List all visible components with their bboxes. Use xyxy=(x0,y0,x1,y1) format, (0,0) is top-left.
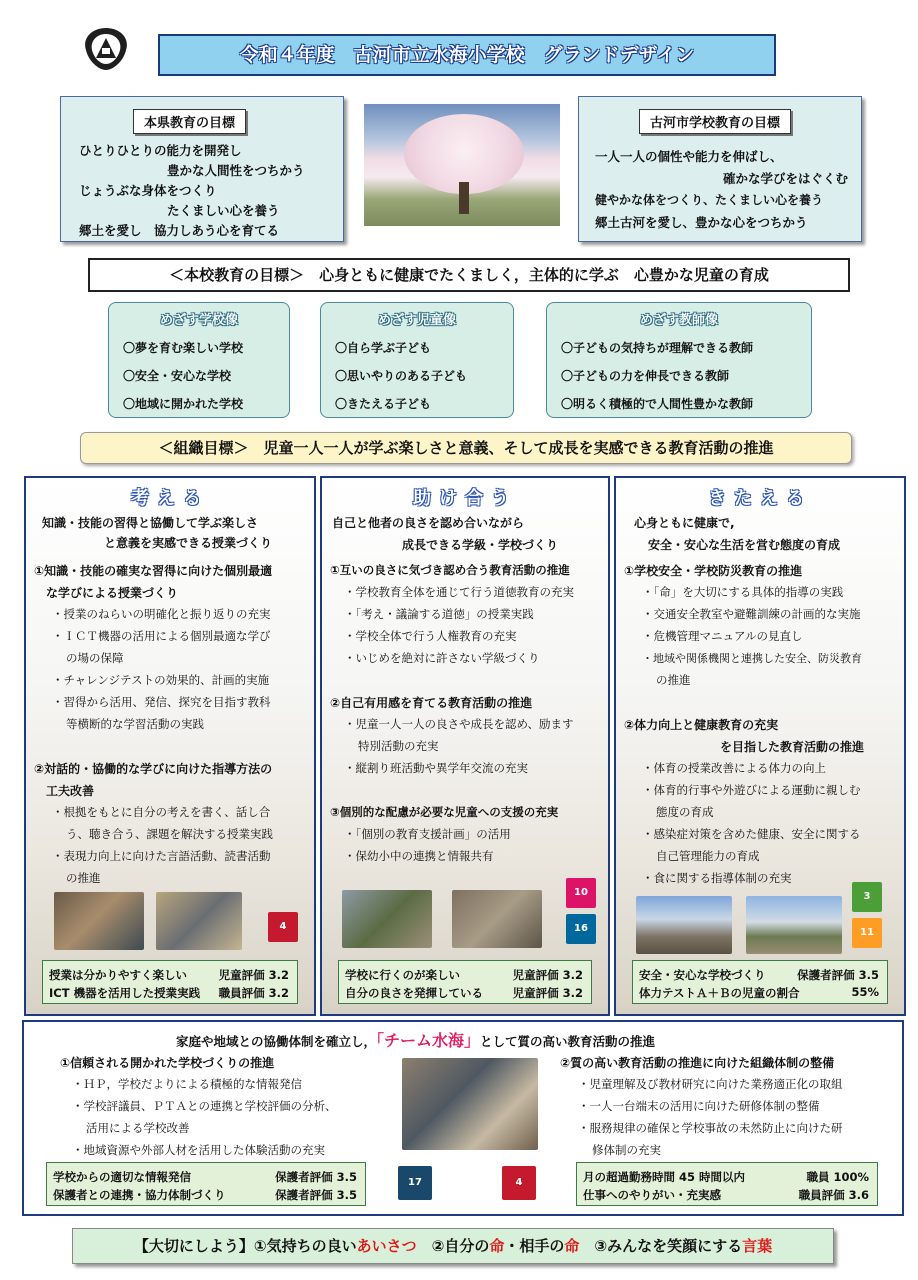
vision-box-teacher xyxy=(546,302,812,418)
sdg-10-icon: 10 xyxy=(566,878,596,908)
team-line: ・児童理解及び教材研究に向けた業務適正化の取組 xyxy=(578,1077,843,1091)
column-line: う、聴き合う、課題を解決する授業実践 xyxy=(66,827,273,841)
column-line: 等横断的な学習活動の実践 xyxy=(66,717,204,731)
team-name: 「チーム水海」 xyxy=(376,1031,481,1050)
vision-item: 〇地域に開かれた学校 xyxy=(123,397,244,411)
prefecture-goal-line: 郷土を愛し 協力しあう心を育てる xyxy=(79,223,280,238)
evaluation-row: 授業は分かりやすく楽しい 児童評価 3.2 xyxy=(49,968,289,982)
evaluation-box xyxy=(42,960,298,1004)
column-line: ・縦割り班活動や異学年交流の充実 xyxy=(344,761,528,775)
column-line: ・「考え・議論する道徳」の授業実践 xyxy=(344,607,534,621)
activity-photo xyxy=(452,890,542,948)
evaluation-row: 体力テストＡ＋Ｂの児童の割合 55% xyxy=(639,985,879,1000)
org-goal-banner: ＜組織目標＞ 児童一人一人が学ぶ楽しさと意義、そして成長を実感できる教育活動の推進 xyxy=(80,432,852,464)
vision-item: 〇きたえる子ども xyxy=(335,397,432,411)
column-heading: 助け合う xyxy=(413,488,517,509)
column-subtitle: と意義を実感できる授業づくり xyxy=(104,536,273,550)
footer-motto: 【大切にしよう】①気持ちの良いあいさつ ②自分の命・相手の命 ③みんなを笑顔にする言葉 xyxy=(72,1228,834,1264)
column-line: ・いじめを絶対に許さない学級づくり xyxy=(344,651,540,665)
city-goal-line: 確かな学びをはぐくむ xyxy=(723,171,849,186)
column-line: ②自己有用感を育てる教育活動の推進 xyxy=(330,696,533,710)
city-goal-line: 健やかな体をつくり、たくましい心を養う xyxy=(595,193,824,207)
vision-item: 〇子どもの気持ちが理解できる教師 xyxy=(561,341,754,355)
column-line: ・チャレンジテストの効果的、計画的実施 xyxy=(52,673,270,687)
sdg-17-icon: 17 xyxy=(398,1166,432,1200)
column-line: な学びによる授業づくり xyxy=(46,586,179,600)
city-goal-title: 古河市学校教育の目標 xyxy=(639,109,791,134)
city-goal-box xyxy=(578,96,862,242)
evaluation-box xyxy=(632,960,888,1004)
column-subtitle: 自己と他者の良さを認め合いながら xyxy=(332,516,525,530)
vision-box-school xyxy=(108,302,290,418)
sdg-4-icon: 4 xyxy=(502,1166,536,1200)
prefecture-goal-line: じょうぶな身体をつくり xyxy=(79,183,217,198)
column-line: ・根拠をもとに自分の考えを書く、話し合 xyxy=(52,805,271,819)
column-line: ・交通安全教室や避難訓練の計画的な実施 xyxy=(642,607,861,621)
column-line: を目指した教育活動の推進 xyxy=(720,740,865,754)
evaluation-box xyxy=(46,1162,366,1206)
vision-title: めざす教師像 xyxy=(639,313,718,328)
column-line: の推進 xyxy=(656,673,691,687)
column-line: 特別活動の充実 xyxy=(358,739,439,753)
column-line: ①知識・技能の確実な習得に向けた個別最適 xyxy=(34,564,273,578)
safety-photo xyxy=(636,896,732,954)
column-line: ・児童一人一人の良さや成長を認め、励ます xyxy=(344,717,574,731)
column-line: 工夫改善 xyxy=(46,784,95,798)
vision-item: 〇安全・安心な学校 xyxy=(123,369,232,383)
prefecture-goal-box xyxy=(60,96,344,242)
column-line: ・感染症対策を含めた健康、安全に関する xyxy=(642,827,861,841)
vision-item: 〇思いやりのある子ども xyxy=(335,369,468,383)
team-line: ・地域資源や外部人材を活用した体験活動の充実 xyxy=(72,1143,325,1157)
team-line: 修体制の充実 xyxy=(592,1143,661,1157)
column-line: ・「個別の教育支援計画」の活用 xyxy=(344,827,511,841)
evaluation-row: 仕事へのやりがい・充実感 職員評価 3.6 xyxy=(583,1188,869,1202)
sports-photo xyxy=(746,896,842,954)
prefecture-goal-line: 豊かな人間性をつちかう xyxy=(167,163,305,178)
column-line: ・体育的行事や外遊びによる運動に親しむ xyxy=(642,783,861,797)
vision-title: めざす児童像 xyxy=(377,313,456,328)
team-line: ・服務規律の確保と学校事故の未然防止に向けた研 xyxy=(578,1121,843,1135)
team-section xyxy=(22,1020,904,1216)
column-help xyxy=(320,476,610,1016)
team-line: ②質の高い教育活動の推進に向けた組織体制の整備 xyxy=(560,1056,835,1070)
page-title: 令和４年度 古河市立水海小学校 グランドデザイン xyxy=(158,34,776,76)
column-line: ・学校全体で行う人権教育の充実 xyxy=(344,629,517,643)
column-line: ・食に関する指導体制の充実 xyxy=(642,871,792,885)
column-subtitle: 成長できる学級・学校づくり xyxy=(402,538,559,552)
team-line: ・学校評議員、ＰＴＡとの連携と学校評価の分析、 xyxy=(72,1099,337,1113)
vision-item: 〇子どもの力を伸長できる教師 xyxy=(561,369,730,383)
vision-title: めざす学校像 xyxy=(159,313,238,328)
school-emblem-icon xyxy=(80,24,132,74)
evaluation-row: 保護者との連携・協力体制づくり 保護者評価 3.5 xyxy=(53,1188,357,1202)
column-line: ①互いの良さに気づき認め合う教育活動の推進 xyxy=(330,563,570,577)
team-photo xyxy=(402,1058,538,1150)
column-line: ・体育の授業改善による体力の向上 xyxy=(642,761,826,775)
column-line: ・習得から活用、発信、探究を目指す教科 xyxy=(52,695,271,709)
column-line: ・授業のねらいの明確化と振り返りの充実 xyxy=(52,607,271,621)
city-goal-line: 郷土古河を愛し、豊かな心をつちかう xyxy=(595,215,808,230)
team-line: 活用による学校改善 xyxy=(86,1121,190,1135)
vision-item: 〇明るく積極的で人間性豊かな教師 xyxy=(561,397,754,411)
evaluation-row: 自分の良さを発揮している 児童評価 3.2 xyxy=(345,986,583,1000)
column-line: ・保幼小中の連携と情報共有 xyxy=(344,849,494,863)
evaluation-row: 学校に行くのが楽しい 児童評価 3.2 xyxy=(345,968,583,982)
column-think xyxy=(24,476,316,1016)
prefecture-goal-title: 本県教育の目標 xyxy=(133,109,246,134)
column-line: ②体力向上と健康教育の充実 xyxy=(624,718,779,732)
team-line: ・一人一台端末の活用に向けた研修体制の整備 xyxy=(578,1099,820,1113)
city-goal-line: 一人一人の個性や能力を伸ばし、 xyxy=(595,149,783,164)
column-line: ①学校安全・学校防災教育の推進 xyxy=(624,564,803,578)
column-line: の推進 xyxy=(66,871,101,885)
school-goal-banner: ＜本校教育の目標＞ 心身ともに健康でたくましく，主体的に学ぶ 心豊かな児童の育成 xyxy=(88,258,850,292)
column-train xyxy=(614,476,906,1016)
evaluation-row: 月の超過勤務時間 45 時間以内 職員 100% xyxy=(583,1170,869,1184)
vision-item: 〇自ら学ぶ子ども xyxy=(335,341,432,355)
column-heading: きたえる xyxy=(708,488,812,509)
column-line: ・学校教育全体を通じて行う道徳教育の充実 xyxy=(344,585,574,599)
column-subtitle: 知識・技能の習得と協働して学ぶ楽しさ xyxy=(42,516,259,530)
column-line: の場の保障 xyxy=(66,651,124,665)
sdg-11-icon: 11 xyxy=(852,918,882,948)
activity-photo xyxy=(342,890,432,948)
column-line: ・地域や関係機関と連携した安全、防災教育 xyxy=(642,652,862,665)
column-line: 態度の育成 xyxy=(656,805,714,819)
sdg-4-icon: 4 xyxy=(268,912,298,942)
evaluation-row: 安全・安心な学校づくり 保護者評価 3.5 xyxy=(639,968,879,982)
classroom-photo xyxy=(54,892,144,950)
vision-item: 〇夢を育む楽しい学校 xyxy=(123,341,244,355)
column-heading: 考える xyxy=(131,488,209,509)
column-line: ②対話的・協働的な学びに向けた指導方法の xyxy=(34,762,273,776)
team-line: ・ＨＰ，学校だよりによる積極的な情報発信 xyxy=(72,1077,302,1091)
column-subtitle: 心身ともに健康で, xyxy=(634,516,735,530)
column-subtitle: 安全・安心な生活を営む態度の育成 xyxy=(648,538,841,552)
sdg-3-icon: 3 xyxy=(852,882,882,912)
team-line: ①信頼される開かれた学校づくりの推進 xyxy=(60,1056,275,1070)
cherry-tree-photo xyxy=(364,104,560,226)
classroom-photo xyxy=(156,892,242,950)
evaluation-box xyxy=(338,960,592,1004)
vision-box-student xyxy=(320,302,514,418)
team-heading: 家庭や地域との協働体制を確立し，「チーム水海」として質の高い教育活動の推進 xyxy=(176,1031,656,1050)
column-line: 自己管理能力の育成 xyxy=(656,849,760,863)
column-line: ・表現力向上に向けた言語活動、読書活動 xyxy=(52,849,271,863)
column-line: ③個別的な配慮が必要な児童への支援の充実 xyxy=(330,805,559,819)
prefecture-goal-line: ひとりひとりの能力を開発し xyxy=(79,143,242,158)
evaluation-row: 学校からの適切な情報発信 保護者評価 3.5 xyxy=(53,1170,357,1184)
column-line: ・危機管理マニュアルの見直し xyxy=(642,629,803,643)
evaluation-box xyxy=(576,1162,878,1206)
prefecture-goal-line: たくましい心を養う xyxy=(167,203,280,218)
sdg-16-icon: 16 xyxy=(566,914,596,944)
evaluation-row: ICT 機器を活用した授業実践 職員評価 3.2 xyxy=(49,986,289,1000)
column-line: ・ＩＣＴ機器の活用による個別最適な学び xyxy=(52,629,271,643)
column-line: ・「命」を大切にする具体的指導の実践 xyxy=(642,585,844,599)
